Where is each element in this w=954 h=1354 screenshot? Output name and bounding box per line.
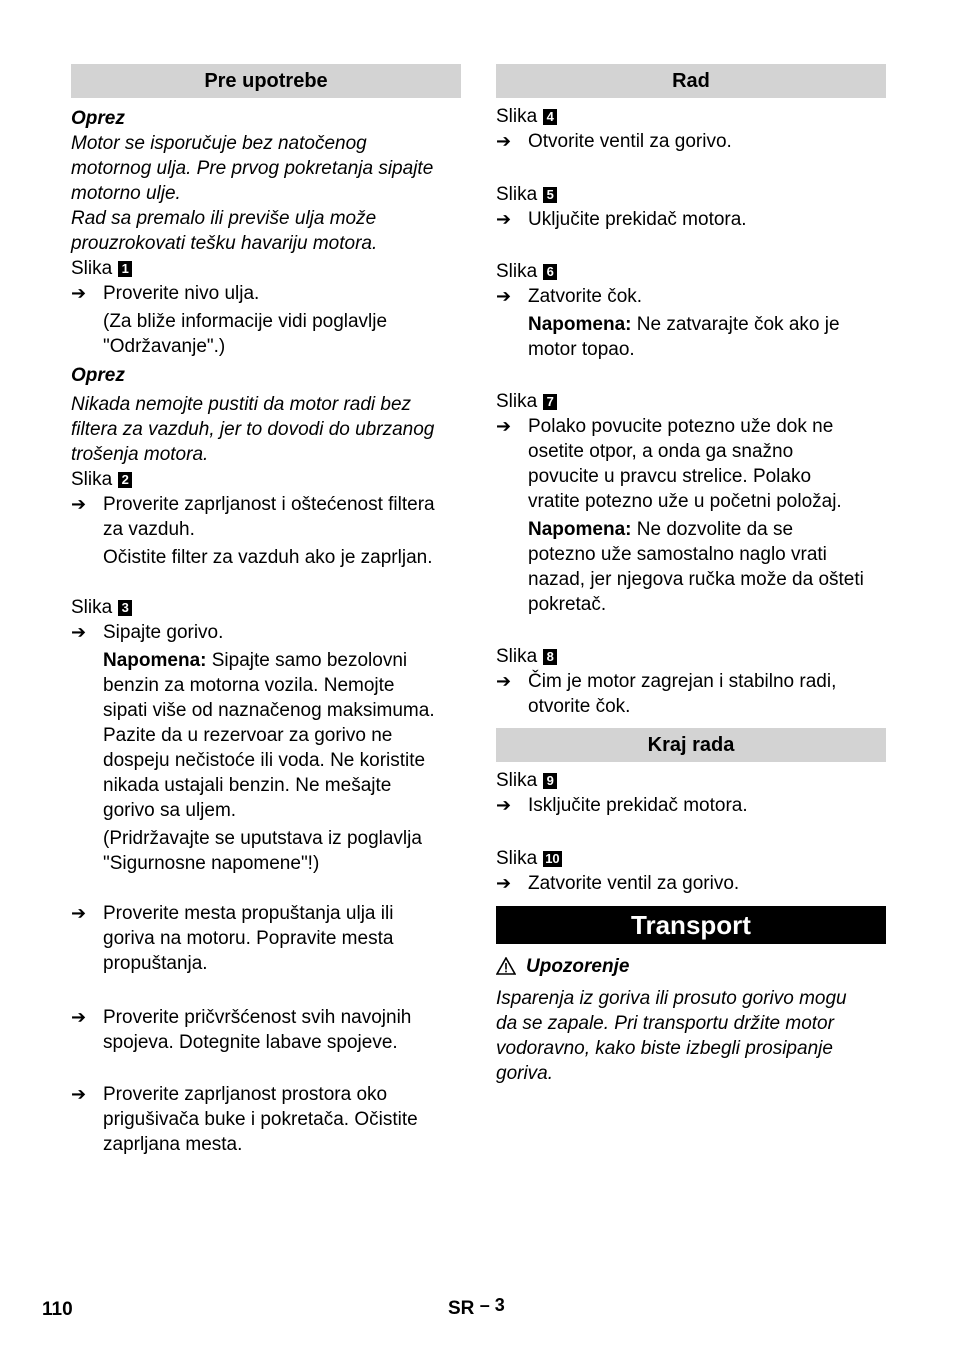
arrow-right-icon: ➔	[71, 1084, 87, 1104]
note-line: potezno uže samostalno naglo vrati	[528, 544, 827, 565]
step-text: Polako povucite potezno uže dok ne	[528, 416, 834, 437]
note-line: Pazite da u rezervoar za gorivo ne	[103, 725, 393, 746]
figure-number-badge: 2	[118, 472, 132, 488]
note-line: Ne dozvolite da se	[631, 519, 794, 540]
figure-reference	[496, 389, 886, 414]
figure-reference	[496, 259, 886, 284]
step-text: vratite potezno uže u početni položaj.	[528, 491, 842, 512]
warning-line: goriva.	[496, 1063, 554, 1084]
arrow-right-icon: ➔	[496, 286, 512, 306]
language-code: SR	[448, 1298, 475, 1319]
note-line: nikada ustajali benzin. Ne mešajte	[103, 775, 392, 796]
warning-line: vodoravno, kako biste izbegli prosipanje	[496, 1038, 833, 1059]
warning-title: Upozorenje	[526, 956, 630, 977]
figure-label: Slika	[496, 106, 538, 127]
note-line: "Održavanje".)	[103, 336, 226, 357]
figure-reference	[71, 595, 461, 620]
caution-title: Oprez	[71, 365, 125, 386]
arrow-right-icon: ➔	[496, 873, 512, 893]
arrow-right-icon: ➔	[496, 131, 512, 151]
figure-reference	[71, 467, 461, 492]
figure-number-badge: 7	[543, 394, 557, 410]
arrow-right-icon: ➔	[496, 671, 512, 691]
step-item	[496, 871, 886, 896]
step-text: Čim je motor zagrejan i stabilno radi,	[528, 671, 837, 692]
note-line: benzin za motorna vozila. Nemojte	[103, 675, 395, 696]
caution-line: Motor se isporučuje bez natočenog	[71, 133, 367, 154]
figure-number-badge: 4	[543, 109, 557, 125]
arrow-right-icon: ➔	[71, 622, 87, 642]
note-line: sipati više od naznačenog maksimuma.	[103, 700, 435, 721]
note-line: "Sigurnosne napomene"!)	[103, 853, 320, 874]
figure-label: Slika	[496, 261, 538, 282]
arrow-right-icon: ➔	[71, 494, 87, 514]
figure-number-badge: 8	[543, 649, 557, 665]
step-text: Proverite pričvršćenost svih navojnih	[103, 1007, 412, 1028]
step-text: Proverite mesta propuštanja ulja ili	[103, 903, 394, 924]
step-text: povucite u pravcu strelice. Polako	[528, 466, 812, 487]
step-item	[71, 620, 461, 645]
warning-block	[496, 954, 886, 1086]
figure-reference	[496, 846, 886, 871]
caution-line: filtera za vazduh, jer to dovodi do ubrzanog	[71, 419, 435, 440]
figure-reference	[496, 644, 886, 669]
note-line: pokretač.	[528, 594, 607, 615]
figure-number-badge: 5	[543, 187, 557, 203]
note-line: dospeju nečistoće ili voda. Ne koristite	[103, 750, 426, 771]
arrow-right-icon: ➔	[71, 283, 87, 303]
step-text: Uključite prekidač motora.	[528, 209, 747, 230]
step-text: otvorite čok.	[528, 696, 631, 717]
arrow-right-icon: ➔	[71, 1007, 87, 1027]
step-text: Proverite nivo ulja.	[103, 283, 260, 304]
warning-triangle-icon	[496, 957, 518, 982]
step-item	[496, 793, 886, 818]
step-text: spojeva. Dotegnite labave spojeve.	[103, 1032, 398, 1053]
footer-section-code	[448, 1296, 505, 1321]
step-note	[71, 309, 461, 359]
step-text: Proverite zaprljanost i oštećenost filtera	[103, 494, 435, 515]
figure-label: Slika	[71, 469, 113, 490]
caution-line: motorno ulje.	[71, 183, 181, 204]
step-note	[71, 826, 461, 876]
step-text: Zatvorite ventil za gorivo.	[528, 873, 740, 894]
step-item	[496, 129, 886, 154]
figure-number-badge: 9	[543, 773, 557, 789]
arrow-right-icon: ➔	[496, 209, 512, 229]
note-line: Ne zatvarajte čok ako je	[631, 314, 840, 335]
note-line: Sipajte samo bezolovni	[206, 650, 408, 671]
figure-number-badge: 1	[118, 261, 132, 277]
left-column	[71, 64, 461, 1157]
step-item	[71, 901, 461, 976]
step-text: Zatvorite čok.	[528, 286, 643, 307]
right-column	[496, 64, 886, 1086]
step-text: propuštanja.	[103, 953, 208, 974]
step-item	[496, 669, 886, 719]
warning-line: Isparenja iz goriva ili prosuto gorivo mogu	[496, 988, 847, 1009]
step-item	[496, 414, 886, 514]
note-line: nazad, jer njegova ručka može da ošteti	[528, 569, 864, 590]
section-header-rad: Rad	[496, 64, 886, 98]
step-note	[496, 312, 886, 362]
step-item	[71, 492, 461, 542]
caution-title: Oprez	[71, 108, 125, 129]
section-header-pre-upotrebe: Pre upotrebe	[71, 64, 461, 98]
figure-label: Slika	[496, 184, 538, 205]
caution-block	[71, 106, 461, 256]
figure-label: Slika	[71, 597, 113, 618]
step-item	[71, 1005, 461, 1055]
arrow-right-icon: ➔	[496, 795, 512, 815]
note-label: Napomena:	[528, 519, 632, 540]
figure-label: Slika	[496, 391, 538, 412]
caution-line: trošenja motora.	[71, 444, 209, 465]
caution-line: motornog ulja. Pre prvog pokretanja sipajte	[71, 158, 434, 179]
step-note	[71, 648, 461, 823]
caution-line: Rad sa premalo ili previše ulja može	[71, 208, 377, 229]
caution-block	[71, 363, 461, 467]
step-text: Sipajte gorivo.	[103, 622, 224, 643]
arrow-right-icon: ➔	[496, 416, 512, 436]
section-header-transport: Transport	[496, 906, 886, 944]
step-item	[496, 284, 886, 309]
figure-label: Slika	[71, 258, 113, 279]
warning-line: da se zapale. Pri transportu držite motor	[496, 1013, 834, 1034]
caution-line: Nikada nemojte pustiti da motor radi bez	[71, 394, 412, 415]
note-line: motor topao.	[528, 339, 635, 360]
caution-line: prouzrokovati tešku havariju motora.	[71, 233, 378, 254]
figure-label: Slika	[496, 646, 538, 667]
step-item	[71, 1082, 461, 1157]
figure-reference	[71, 256, 461, 281]
step-item	[71, 281, 461, 306]
note-label: Napomena:	[528, 314, 632, 335]
page-number: 110	[42, 1299, 73, 1320]
section-header-kraj-rada: Kraj rada	[496, 728, 886, 762]
note-line: gorivo sa uljem.	[103, 800, 237, 821]
step-text: zaprljana mesta.	[103, 1134, 243, 1155]
section-number: – 3	[479, 1295, 505, 1315]
step-text: Proverite zaprljanost prostora oko	[103, 1084, 388, 1105]
step-text: Isključite prekidač motora.	[528, 795, 748, 816]
step-text: za vazduh.	[103, 519, 195, 540]
step-text: prigušivača buke i pokretača. Očistite	[103, 1109, 418, 1130]
step-text: goriva na motoru. Popravite mesta	[103, 928, 394, 949]
figure-number-badge: 10	[545, 850, 560, 866]
figure-reference	[496, 768, 886, 793]
step-note	[71, 545, 461, 570]
figure-label: Slika	[496, 770, 538, 791]
step-item	[496, 207, 886, 232]
figure-reference	[496, 104, 886, 129]
note-line: (Pridržavajte se uputstava iz poglavlja	[103, 828, 422, 849]
step-text: osetite otpor, a onda ga snažno	[528, 441, 794, 462]
step-text: Otvorite ventil za gorivo.	[528, 131, 732, 152]
arrow-right-icon: ➔	[71, 903, 87, 923]
note-line: (Za bliže informacije vidi poglavlje	[103, 311, 388, 332]
figure-number-badge: 3	[118, 600, 132, 616]
note-line: Očistite filter za vazduh ako je zaprljan.	[103, 547, 433, 568]
figure-number-badge: 6	[543, 264, 557, 280]
figure-label: Slika	[496, 848, 538, 869]
step-note	[496, 517, 886, 617]
figure-reference	[496, 182, 886, 207]
note-label: Napomena:	[103, 650, 207, 671]
